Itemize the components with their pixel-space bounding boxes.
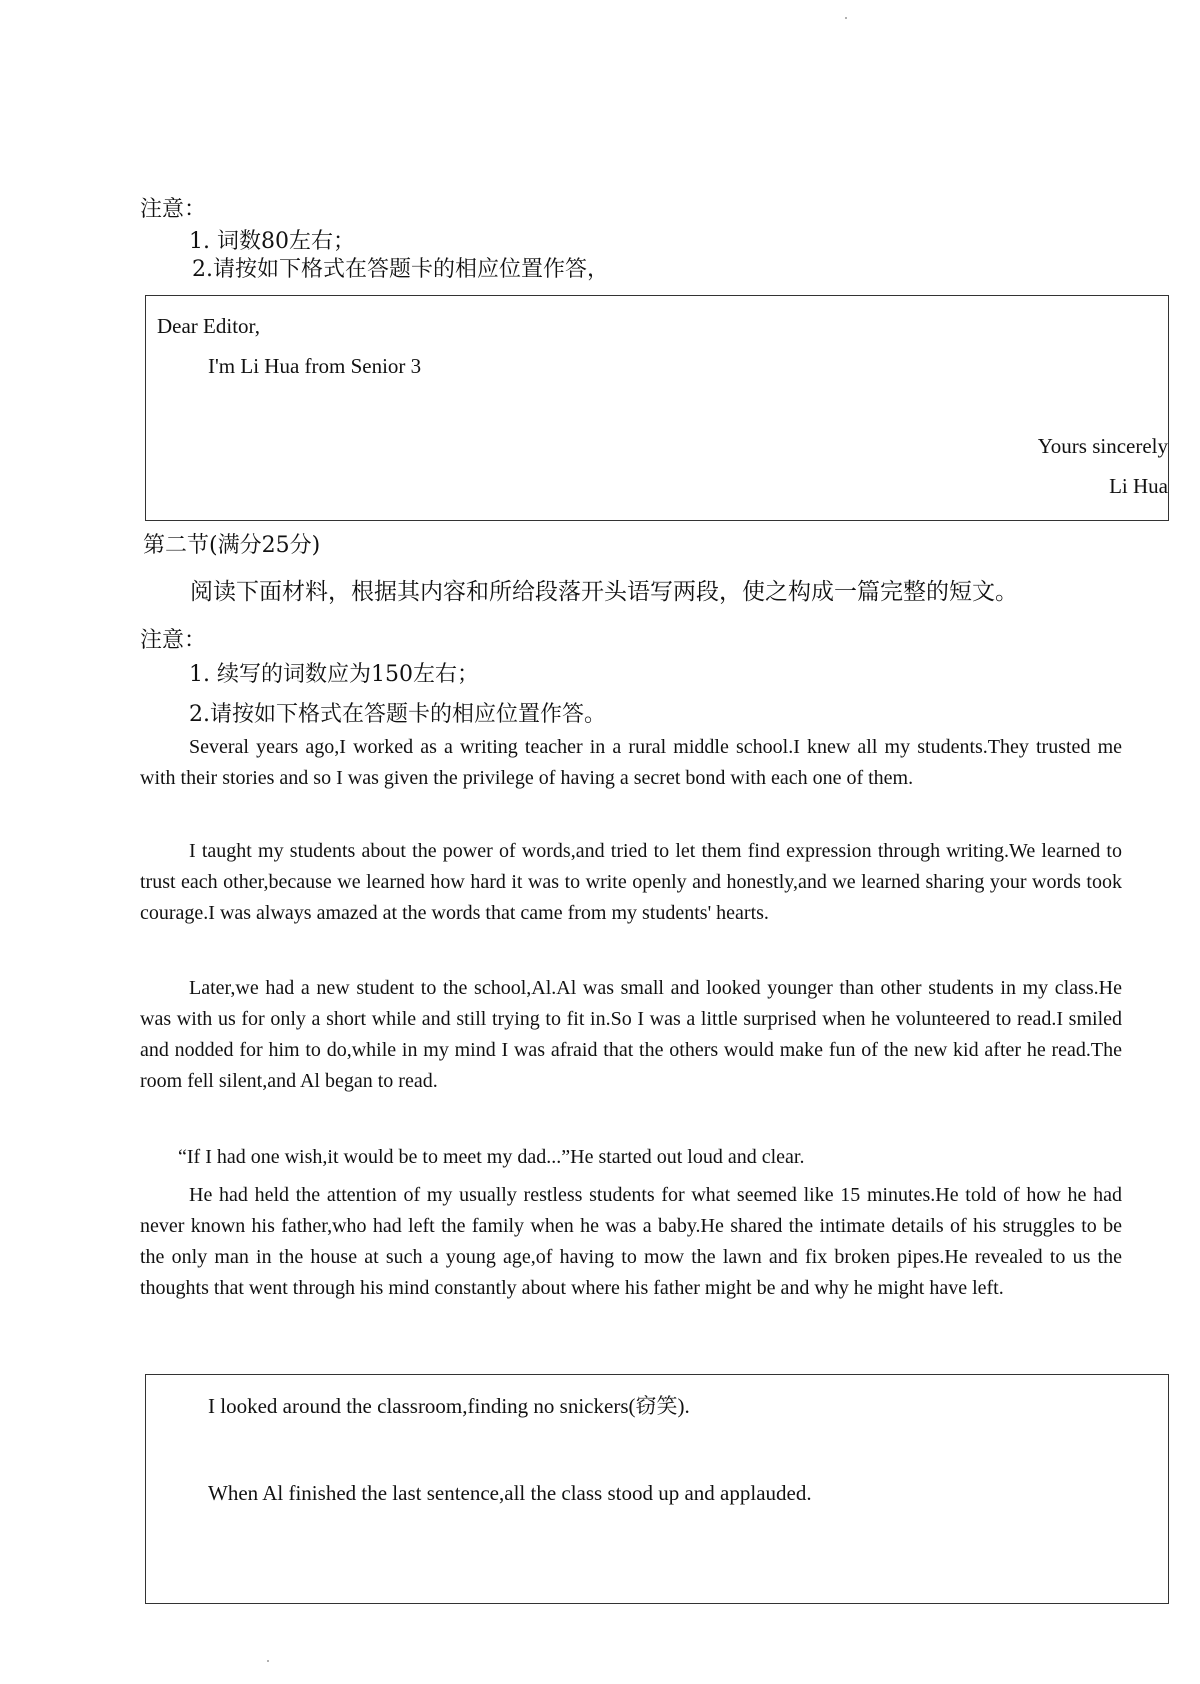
letter-signature: Li Hua (1109, 474, 1168, 498)
notice-item-word-count: 1. 词数80左右； (189, 229, 355, 254)
passage-paragraph: Later,we had a new student to the school,Al.Al was small and looked younger than other students in my class.He was with us for only a short while and still trying to fit in.So I was a little surprised when he volunteered to read.I smiled and nodded for him to do,while in my mind I was afraid that the others would make fun of the new kid after he read.The room fell silent,and Al began to read. (140, 977, 1122, 1092)
letter-opening: I'm Li Hua from Senior 3 (208, 354, 422, 378)
answer-opener-1: I looked around the classroom,finding no snickers(窃笑). (208, 1394, 690, 1418)
letter-box (145, 295, 1169, 521)
section-instruction: 阅读下面材料，根据其内容和所给段落开头语写两段，使之构成一篇完整的短文。 (190, 579, 1018, 605)
section-title: 第二节(满分25分) (143, 533, 321, 558)
letter-closing: Yours sincerely (1037, 434, 1168, 458)
answer-opener-2: When Al finished the last sentence,all the class stood up and applauded. (208, 1481, 812, 1505)
notice-item-format: 2.请按如下格式在答题卡的相应位置作答， (192, 257, 609, 282)
scan-speck (845, 17, 847, 19)
passage-paragraph: He had held the attention of my usually restless students for what seemed like 15 minutes.He told of how he had never known his father,who had left the family when he was a baby.He shared the intimate details of his struggles to be the only man in the house at such a young age,of having to mow the lawn and fix broken pipes.He revealed to us the thoughts that went through his mind constantly about where his father might be and why he might have left. (140, 1184, 1122, 1299)
passage-paragraph: “If I had one wish,it would be to meet my dad...”He started out loud and clear. (178, 1146, 805, 1168)
notice-title: 注意： (140, 197, 207, 222)
notice-item-answer-format: 2.请按如下格式在答题卡的相应位置作答。 (189, 702, 606, 727)
scan-speck (267, 1660, 269, 1662)
notice-title-2: 注意： (140, 628, 207, 653)
letter-greeting: Dear Editor, (157, 314, 260, 338)
passage-paragraph: I taught my students about the power of words,and tried to let them find expression through writing.We learned to trust each other,because we learned how hard it was to write openly and honestly,and we learned sharing your words took courage.I was always amazed at the words that came from my students' hearts. (140, 840, 1122, 924)
notice-item-continuation-count: 1. 续写的词数应为150左右； (189, 662, 479, 687)
passage-paragraph: Several years ago,I worked as a writing teacher in a rural middle school.I knew all my students.They trusted me with their stories and so I was given the privilege of having a secret bond with each one of them. (140, 736, 1122, 789)
answer-box (145, 1374, 1169, 1604)
